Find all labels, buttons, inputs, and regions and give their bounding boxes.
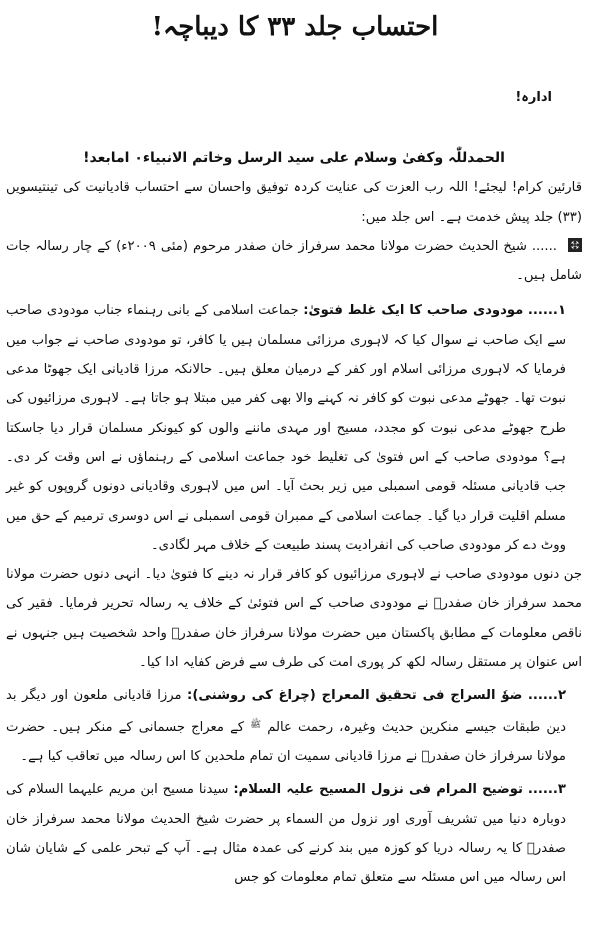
item-1-followup: جن دنوں مودودی صاحب نے لاہوری مرزائیوں کو کافر قرار نہ دینے کا فتویٰ دیا۔ انہی دنوں حضرت مولانا محمد سرفراز خان صفدرؒ نے مودودی صاحب کے اس فتوئیٰ کے خلاف یہ رسالہ تحریر فرمایا۔ فقیر کی ناقص معلومات کے مطابق پاکستان میں حضرت مولانا سرفراز خان صفدرؒ واحد شخصیت ہیں جنہوں نے اس عنوان پر مستقل رسالہ لکھ کر پوری امت کی طرف سے فرض کفایہ ادا کیا۔ xyxy=(6,567,582,671)
item-2-text-a: مرزا قادیانی ملعون اور دیگر بد دین طبقات جیسے منکرین حدیث وغیرہ، رحمت عالم xyxy=(6,688,566,735)
item-1-number: ۱...... xyxy=(527,303,566,319)
bullet-dots: ...... xyxy=(531,238,557,254)
page-title: احتساب جلد ۳۳ کا دیباچہ! xyxy=(151,12,439,42)
item-3-number: ۳...... xyxy=(527,782,566,798)
bullet-paragraph xyxy=(6,232,582,291)
article-body xyxy=(6,144,582,892)
opening-line: الحمدللّٰہ وکفیٰ وسلام علی سید الرسل وخاتم الانبیاء۰ امابعد! xyxy=(83,150,505,166)
item-3 xyxy=(6,775,582,892)
bullet-text: شیخ الحدیث حضرت مولانا محمد سرفراز خان صفدر مرحوم (مئی ۲۰۰۹ء) کے چار رسالہ جات شامل ہیں۔ xyxy=(6,238,582,284)
flower-icon xyxy=(568,238,582,252)
item-1-text: جماعت اسلامی کے بانی رہنماء جناب مودودی صاحب سے ایک صاحب نے سوال کیا کہ لاہوری مرزائی مسلمان ہیں یا کافر، تو مودودی صاحب نے جواب میں فرمایا کہ لاہوری مرزائی اسلام اور کفر کے درمیان معلق ہیں۔ حالانکہ مرزا قادیانی ایک جھوٹا مدعی نبوت تھا۔ جھوٹے مدعی نبوت کو کافر نہ کہنے والا بھی کفر میں مبتلا ہو جاتا ہے۔ لاہوری مرزائیوں کی طرح جھوٹے مدعی نبوت کو مجدد، مسیح اور مہدی ماننے والوں کو کیونکر مسلمان قرار دیا جاسکتا ہے؟ مودودی صاحب کے اس فتویٰ کی تغلیط خود جماعت اسلامی کے رہنماؤں نے اس وقت کر دی۔ جب قادیانی مسئلہ قومی اسمبلی میں زیر بحث آیا۔ اس میں لاہوری وقادیانی دونوں گروپوں کو غیر مسلم اقلیت قرار دیا گیا۔ جماعت اسلامی کے ممبران قومی اسمبلی نے اس دوسری ترمیم کے حق میں ووٹ دے کر مودودی صاحب کی انفرادیت پسند طبیعت کے خلاف مہر لگادی۔ xyxy=(6,303,566,553)
item-2-text-b: کے معراج جسمانی کے منکر ہیں۔ حضرت مولانا سرفراز خان صفدرؒ نے مرزا قادیانی سمیت ان تمام ملحدین کا اس رسالہ میں تعاقب کیا ہے۔ xyxy=(6,719,566,764)
intro-paragraph: قارئین کرام! لیجئے! اللہ رب العزت کی عنایت کردہ توفیق واحسان سے احتساب قادیانیت کی تینتیسویں (۳۳) جلد پیش خدمت ہے۔ اس جلد میں: xyxy=(6,180,582,225)
item-1-heading: مودودی صاحب کا ایک غلط فتویٰ: xyxy=(303,303,524,319)
item-2-heading: ضوٗ السراج فی تحقیق المعراج (چراغ کی روشنی): xyxy=(187,688,523,704)
item-3-heading: توضیح المرام فی نزول المسیح علیہ السلام: xyxy=(233,782,524,798)
author-line: ادارہ! xyxy=(515,90,552,105)
item-3-text: سیدنا مسیح ابن مریم علیہما السلام کی دوبارہ دنیا میں تشریف آوری اور نزول من السماء پر حضرت شیخ الحدیث مولانا محمد سرفراز خان صفدرؒ کا یہ رسالہ دریا کو کوزہ میں بند کرنے کی عمدہ مثال ہے۔ آپ کے تبحر علمی کے شایان شان اس رسالہ میں اس مسئلہ سے متعلق تمام معلومات کو جس xyxy=(6,782,566,886)
item-2-number: ۲...... xyxy=(527,688,566,704)
item-2 xyxy=(6,681,582,771)
item-1 xyxy=(6,296,582,560)
salutation-icon: ﷺ xyxy=(250,719,262,730)
